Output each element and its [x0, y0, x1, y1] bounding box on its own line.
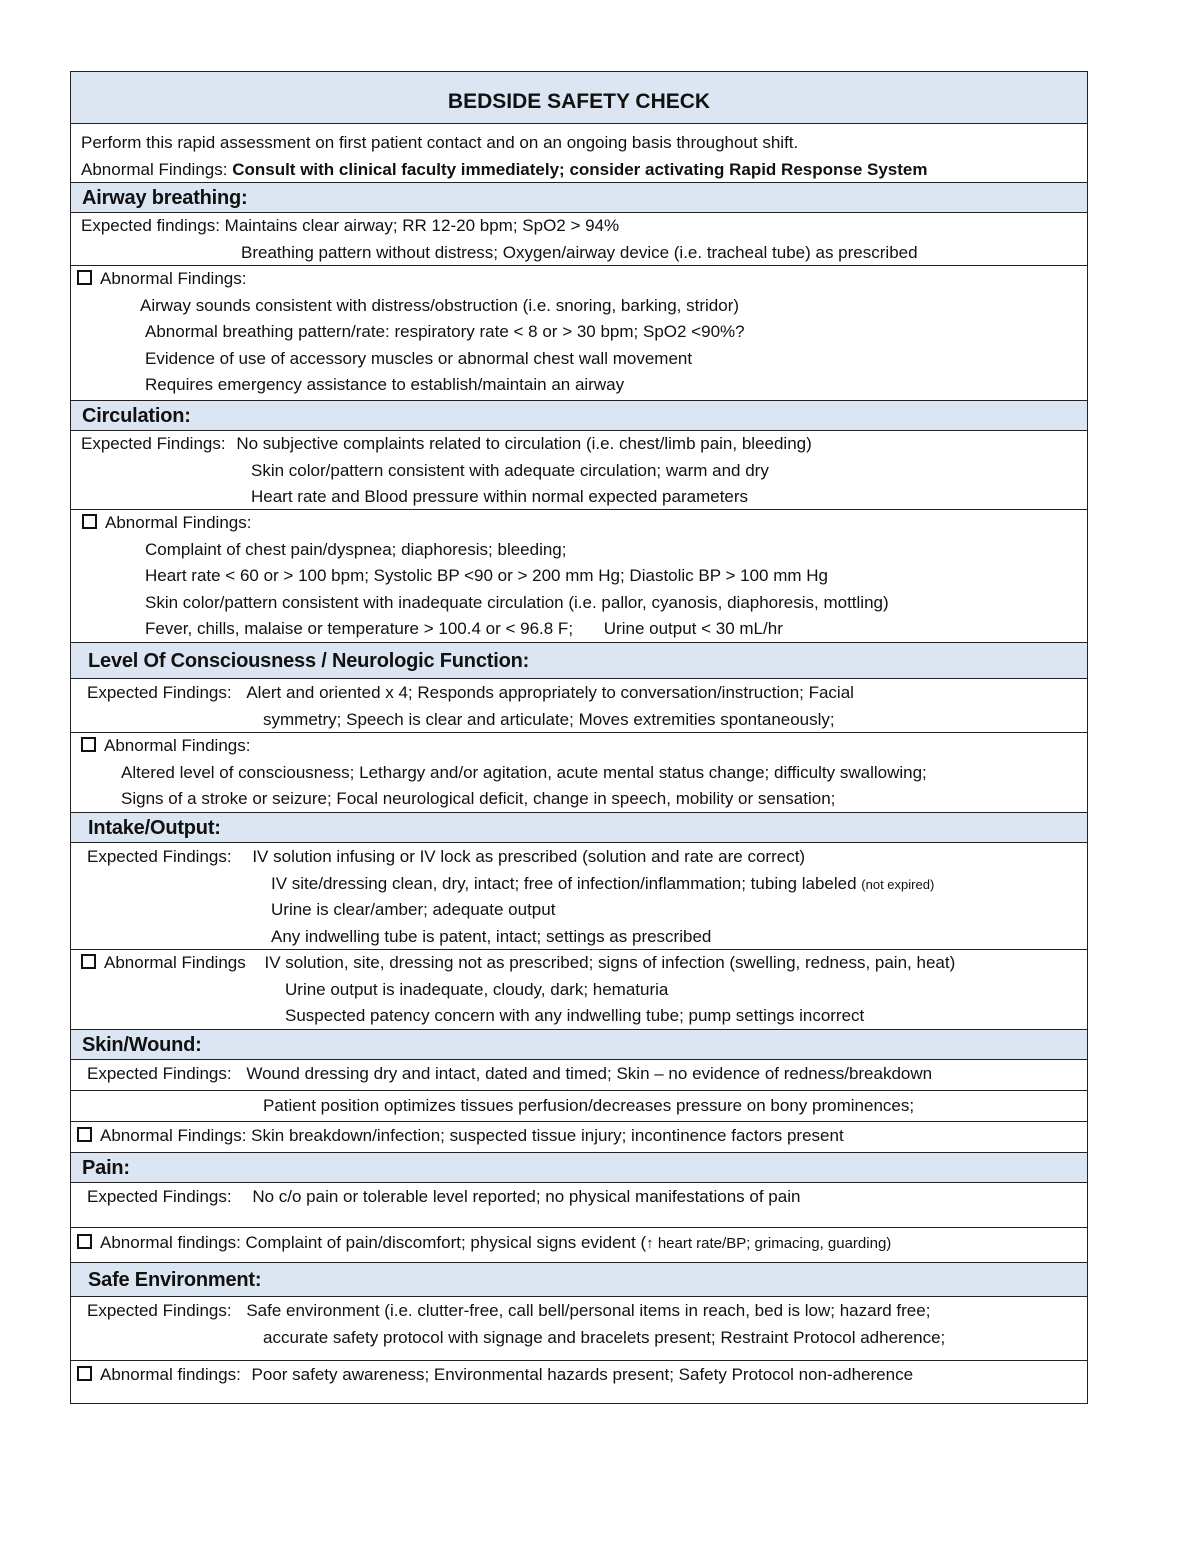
checkbox[interactable] [77, 270, 92, 285]
abnormal-label: Abnormal Findings: [100, 269, 247, 288]
safe-expected-line [71, 1297, 1087, 1325]
expected-label: Expected Findings: [81, 434, 226, 453]
section-heading-safe-environment: Safe Environment: [71, 1263, 1087, 1297]
abnormal-header [71, 733, 1087, 760]
skin-abnormal-line [71, 1122, 1087, 1150]
abnormal-item: Abnormal breathing pattern/rate: respiratory rate < 8 or > 30 bpm; SpO2 <90%? [145, 322, 745, 342]
circulation-abnormal-block [71, 510, 1087, 643]
expected-text: Safe environment (i.e. clutter-free, call bell/personal items in reach, bed is low; hazard free; [246, 1301, 931, 1320]
abnormal-item: Heart rate < 60 or > 100 bpm; Systolic BP <90 or > 200 mm Hg; Diastolic BP > 100 mm Hg [145, 566, 829, 586]
pain-abnormal-block [71, 1228, 1087, 1263]
expected-text: Heart rate and Blood pressure within normal expected parameters [251, 487, 749, 507]
section-heading-airway: Airway breathing: [71, 183, 1087, 213]
checkbox[interactable] [82, 514, 97, 529]
checkbox[interactable] [81, 954, 96, 969]
abnormal-item: Requires emergency assistance to establish/maintain an airway [145, 375, 625, 395]
checkbox[interactable] [81, 737, 96, 752]
section-heading-circulation: Circulation: [71, 401, 1087, 431]
expected-note: (not expired) [861, 876, 935, 892]
expected-text: No subjective complaints related to circulation (i.e. chest/limb pain, bleeding) [236, 434, 812, 453]
expected-label: Expected Findings: [87, 847, 232, 866]
abnormal-item: Evidence of use of accessory muscles or abnormal chest wall movement [145, 348, 693, 368]
expected-text: symmetry; Speech is clear and articulate; Moves extremities spontaneously; [263, 709, 835, 729]
intro-abnormal-line [71, 157, 1087, 184]
abnormal-item: IV solution, site, dressing not as prescribed; signs of infection (swelling, redness, pain, heat) [264, 953, 956, 972]
skin-abnormal-block [71, 1122, 1087, 1153]
io-abnormal-block [71, 950, 1087, 1030]
section-heading-intake-output: Intake/Output: [71, 813, 1087, 843]
pain-expected-line [71, 1183, 1087, 1211]
intro-block [71, 124, 1087, 183]
airway-abnormal-block [71, 266, 1087, 401]
io-expected-line [71, 843, 1087, 871]
expected-text: No c/o pain or tolerable level reported; no physical manifestations of pain [252, 1187, 801, 1206]
abnormal-item-small: ↑ heart rate/BP; grimacing, guarding) [646, 1235, 892, 1252]
checkbox[interactable] [77, 1366, 92, 1381]
io-expected-block [71, 843, 1087, 950]
abnormal-item: Complaint of chest pain/dyspnea; diaphoresis; bleeding; [145, 539, 567, 559]
abnormal-header [71, 266, 1087, 293]
abnormal-item: Urine output < 30 mL/hr [603, 619, 783, 639]
pain-expected-block [71, 1183, 1087, 1228]
expected-text: Urine is clear/amber; adequate output [271, 900, 556, 920]
abnormal-label: Abnormal Findings: [105, 513, 252, 532]
expected-label: Expected Findings: [87, 683, 232, 702]
abnormal-item: Poor safety awareness; Environmental hazards present; Safety Protocol non-adherence [251, 1365, 914, 1384]
safe-abnormal-line [71, 1361, 1087, 1389]
section-heading-pain: Pain: [71, 1153, 1087, 1183]
section-heading-skin-wound: Skin/Wound: [71, 1030, 1087, 1060]
pain-abnormal-line [71, 1228, 1087, 1257]
abnormal-item: Signs of a stroke or seizure; Focal neurological deficit, change in speech, mobility or sensation; [121, 789, 836, 809]
io-expected-line-2 [71, 871, 1087, 898]
io-abnormal-line [71, 950, 1087, 977]
safety-check-form [70, 71, 1088, 1404]
intro-abnormal-label: Abnormal Findings: [81, 159, 228, 179]
expected-text: Alert and oriented x 4; Responds appropriately to conversation/instruction; Facial [246, 683, 854, 702]
abnormal-item: Suspected patency concern with any indwelling tube; pump settings incorrect [285, 1006, 865, 1026]
abnormal-header [71, 510, 1087, 537]
abnormal-item: Abnormal Findings: Skin breakdown/infection; suspected tissue injury; incontinence factors present [100, 1126, 844, 1145]
abnormal-item: Fever, chills, malaise or temperature > 100.4 or < 96.8 F; [145, 619, 574, 639]
abnormal-item: Airway sounds consistent with distress/obstruction (i.e. snoring, barking, stridor) [140, 295, 740, 315]
abnormal-item: Urine output is inadequate, cloudy, dark; hematuria [285, 979, 669, 999]
expected-label: Expected Findings: [87, 1064, 232, 1083]
airway-expected-block [71, 213, 1087, 266]
abnormal-label: Abnormal Findings: [104, 736, 251, 755]
circulation-expected-block [71, 431, 1087, 510]
section-heading-loc: Level Of Consciousness / Neurologic Function: [71, 643, 1087, 679]
checkbox[interactable] [77, 1234, 92, 1249]
intro-line: Perform this rapid assessment on first patient contact and on an ongoing basis throughout shift. [81, 133, 799, 152]
expected-text: Wound dressing dry and intact, dated and timed; Skin – no evidence of redness/breakdown [246, 1064, 933, 1083]
skin-expected-block [71, 1060, 1087, 1091]
form-title: BEDSIDE SAFETY CHECK [71, 72, 1087, 124]
skin-expected-line [71, 1060, 1087, 1088]
loc-expected-line [71, 679, 1087, 707]
airway-expected-line [71, 213, 1087, 240]
abnormal-item: Abnormal findings: Complaint of pain/discomfort; physical signs evident ( [100, 1233, 647, 1252]
expected-text: IV solution infusing or IV lock as prescribed (solution and rate are correct) [252, 847, 806, 866]
expected-text: Skin color/pattern consistent with adequate circulation; warm and dry [251, 460, 769, 480]
expected-text: accurate safety protocol with signage and bracelets present; Restraint Protocol adherence; [263, 1327, 946, 1347]
expected-text: Patient position optimizes tissues perfusion/decreases pressure on bony prominences; [263, 1096, 915, 1115]
safe-expected-block [71, 1297, 1087, 1361]
abnormal-item-line [71, 616, 1087, 643]
expected-text: Maintains clear airway; RR 12-20 bpm; SpO2 > 94% [224, 216, 620, 235]
expected-label: Expected Findings: [87, 1301, 232, 1320]
expected-label: Expected Findings: [87, 1187, 232, 1206]
expected-text: Any indwelling tube is patent, intact; settings as prescribed [271, 926, 712, 946]
checkbox[interactable] [77, 1127, 92, 1142]
abnormal-item: Altered level of consciousness; Lethargy and/or agitation, acute mental status change; difficulty swallowing; [121, 762, 927, 782]
abnormal-label: Abnormal Findings [104, 953, 246, 972]
skin-expected-block-2 [71, 1091, 1087, 1122]
expected-text: IV site/dressing clean, dry, intact; free of infection/inflammation; tubing labeled [271, 873, 857, 893]
expected-text: Breathing pattern without distress; Oxygen/airway device (i.e. tracheal tube) as prescribed [241, 242, 918, 262]
safe-abnormal-block [71, 1361, 1087, 1403]
abnormal-label: Abnormal findings: [100, 1365, 241, 1384]
abnormal-item: Skin color/pattern consistent with inadequate circulation (i.e. pallor, cyanosis, diaphoresis, mottling) [145, 592, 889, 612]
loc-abnormal-block [71, 733, 1087, 813]
circulation-expected-line [71, 431, 1087, 458]
intro-abnormal-action: Consult with clinical faculty immediately; consider activating Rapid Response System [232, 159, 928, 179]
expected-label: Expected findings: [81, 216, 220, 235]
loc-expected-block [71, 679, 1087, 733]
